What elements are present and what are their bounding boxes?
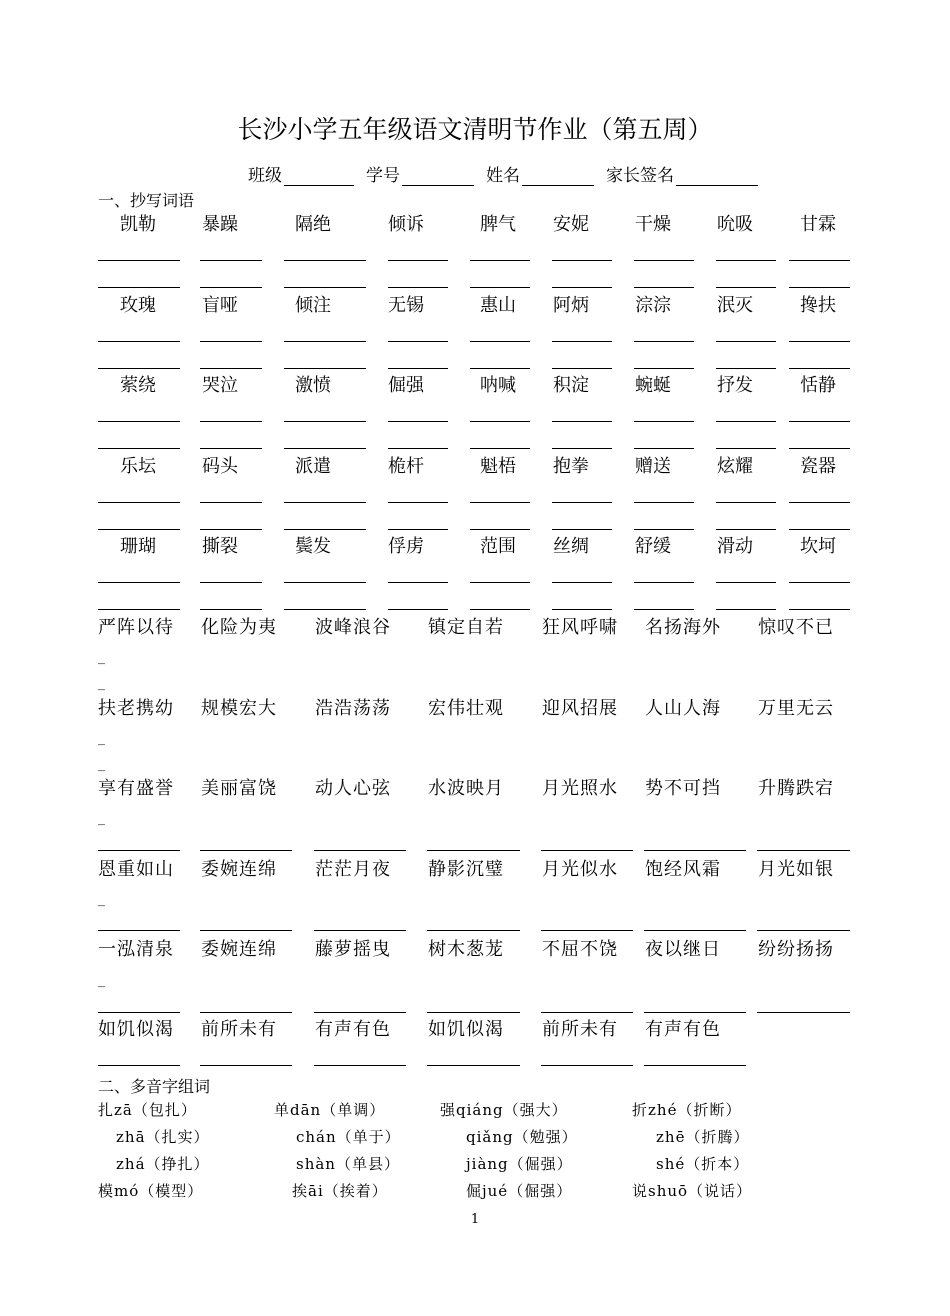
write-line[interactable] (552, 287, 612, 288)
write-line[interactable] (388, 609, 448, 610)
write-line[interactable] (427, 1065, 520, 1066)
write-line[interactable] (388, 341, 448, 342)
write-line[interactable] (789, 448, 850, 449)
polyphone-entry: shàn（单县） (296, 1155, 400, 1173)
write-line[interactable] (427, 930, 520, 931)
vocab-word: 瓷器 (800, 456, 836, 477)
polyphone-entry: 单dān（单调） (274, 1101, 386, 1119)
class-label: 班级 (248, 166, 282, 186)
idiom-word: 委婉连绵 (201, 939, 277, 960)
write-line[interactable] (388, 502, 448, 503)
write-line[interactable] (789, 368, 850, 369)
write-line[interactable] (200, 260, 262, 261)
line-break-mark: _ (98, 810, 105, 826)
write-line[interactable] (470, 502, 530, 503)
vocab-word: 无锡 (388, 295, 424, 316)
write-line[interactable] (98, 368, 180, 369)
section1-heading: 一、抄写词语 (98, 191, 195, 210)
vocab-word: 坎坷 (800, 536, 836, 557)
name-label: 姓名 (486, 166, 520, 186)
write-line[interactable] (200, 421, 262, 422)
idiom-word: 藤萝摇曳 (315, 939, 391, 960)
write-line[interactable] (716, 421, 776, 422)
idiom-word: 人山人海 (645, 698, 721, 719)
name-blank[interactable] (522, 165, 594, 186)
vocab-word: 玫瑰 (120, 295, 156, 316)
name-field (486, 160, 594, 186)
write-line[interactable] (644, 1065, 746, 1066)
write-line[interactable] (470, 260, 530, 261)
vocab-word: 丝绸 (553, 536, 589, 557)
vocab-word: 桅杆 (388, 456, 424, 477)
student-number-field (366, 160, 474, 186)
write-line[interactable] (200, 502, 262, 503)
vocab-word: 脾气 (480, 214, 516, 235)
vocab-word: 凯勒 (120, 214, 156, 235)
vocab-word: 珊瑚 (120, 536, 156, 557)
write-line[interactable] (634, 421, 694, 422)
write-line[interactable] (200, 368, 262, 369)
vocab-word: 倔强 (388, 375, 424, 396)
write-line[interactable] (716, 609, 776, 610)
write-line[interactable] (200, 930, 292, 931)
vocab-word: 干燥 (635, 214, 671, 235)
write-line[interactable] (388, 448, 448, 449)
polyphone-entry: zhá（挣扎） (116, 1155, 210, 1173)
write-line[interactable] (98, 1065, 180, 1066)
polyphone-entry: 折zhé（折断） (632, 1101, 742, 1119)
write-line[interactable] (200, 529, 262, 530)
idiom-word: 恩重如山 (98, 859, 174, 880)
write-line[interactable] (644, 1012, 746, 1013)
vocab-word: 舒缓 (635, 536, 671, 557)
write-line[interactable] (284, 448, 366, 449)
vocab-word: 泯灭 (717, 295, 753, 316)
vocab-word: 倾诉 (388, 214, 424, 235)
write-line[interactable] (200, 1065, 292, 1066)
write-line[interactable] (98, 502, 180, 503)
polyphone-entry: zhē（折腾） (656, 1128, 750, 1146)
idiom-word: 水波映月 (428, 778, 504, 799)
parent-signature-blank[interactable] (676, 165, 758, 186)
vocab-word: 哭泣 (202, 375, 238, 396)
idiom-word: 美丽富饶 (201, 778, 277, 799)
vocab-word: 滑动 (717, 536, 753, 557)
vocab-word: 萦绕 (120, 375, 156, 396)
class-field (248, 160, 354, 186)
vocab-word: 甘霖 (800, 214, 836, 235)
vocab-word: 码头 (202, 456, 238, 477)
idiom-word: 前所未有 (201, 1019, 277, 1040)
write-line[interactable] (470, 341, 530, 342)
idiom-word: 浩浩荡荡 (315, 698, 391, 719)
write-line[interactable] (644, 850, 746, 851)
write-line[interactable] (427, 1012, 520, 1013)
write-line[interactable] (284, 502, 366, 503)
write-line[interactable] (552, 368, 612, 369)
write-line[interactable] (200, 1012, 292, 1013)
write-line[interactable] (284, 341, 366, 342)
write-line[interactable] (98, 448, 180, 449)
write-line[interactable] (284, 421, 366, 422)
idiom-word: 如饥似渴 (428, 1019, 504, 1040)
vocab-word: 暴躁 (202, 214, 238, 235)
write-line[interactable] (314, 1012, 406, 1013)
write-line[interactable] (634, 582, 694, 583)
write-line[interactable] (98, 930, 180, 931)
parent-signature-label: 家长签名 (606, 166, 674, 186)
write-line[interactable] (470, 448, 530, 449)
polyphone-entry: 倔jué（倔强） (466, 1182, 573, 1200)
write-line[interactable] (98, 421, 180, 422)
parent-signature-field (606, 160, 758, 186)
page-title: 长沙小学五年级语文清明节作业（第五周） (237, 115, 713, 144)
write-line[interactable] (552, 582, 612, 583)
idiom-word: 树木葱茏 (428, 939, 504, 960)
idiom-word: 纷纷扬扬 (758, 939, 834, 960)
write-line[interactable] (634, 502, 694, 503)
write-line[interactable] (388, 368, 448, 369)
vocab-word: 盲哑 (202, 295, 238, 316)
write-line[interactable] (552, 529, 612, 530)
idiom-word: 惊叹不已 (758, 617, 834, 638)
write-line[interactable] (634, 529, 694, 530)
write-line[interactable] (634, 448, 694, 449)
idiom-word: 委婉连绵 (201, 859, 277, 880)
write-line[interactable] (789, 502, 850, 503)
vocab-word: 恬静 (800, 375, 836, 396)
idiom-word: 茫茫月夜 (315, 859, 391, 880)
line-break-mark: _ (98, 649, 105, 665)
write-line[interactable] (284, 529, 366, 530)
idiom-word: 规模宏大 (201, 698, 277, 719)
write-line[interactable] (789, 341, 850, 342)
vocab-word: 吮吸 (717, 214, 753, 235)
idiom-word: 严阵以待 (98, 617, 174, 638)
write-line[interactable] (634, 341, 694, 342)
write-line[interactable] (716, 529, 776, 530)
write-line[interactable] (634, 287, 694, 288)
write-line[interactable] (314, 1065, 406, 1066)
idiom-word: 有声有色 (315, 1019, 391, 1040)
write-line[interactable] (757, 930, 850, 931)
write-line[interactable] (634, 368, 694, 369)
polyphone-entry: chán（单于） (296, 1128, 401, 1146)
idiom-word: 一泓清泉 (98, 939, 174, 960)
idiom-word: 迎风招展 (542, 698, 618, 719)
idiom-word: 名扬海外 (645, 617, 721, 638)
write-line[interactable] (98, 1012, 180, 1013)
idiom-word: 扶老携幼 (98, 698, 174, 719)
write-line[interactable] (200, 341, 262, 342)
write-line[interactable] (634, 609, 694, 610)
idiom-word: 镇定自若 (428, 617, 504, 638)
write-line[interactable] (541, 1012, 633, 1013)
write-line[interactable] (552, 609, 612, 610)
write-line[interactable] (314, 850, 406, 851)
write-line[interactable] (200, 582, 262, 583)
vocab-word: 呐喊 (480, 375, 516, 396)
vocab-word: 魁梧 (480, 456, 516, 477)
vocab-word: 隔绝 (295, 214, 331, 235)
write-line[interactable] (284, 368, 366, 369)
write-line[interactable] (284, 260, 366, 261)
write-line[interactable] (284, 609, 366, 610)
idiom-word: 化险为夷 (201, 617, 277, 638)
write-line[interactable] (789, 287, 850, 288)
write-line[interactable] (98, 341, 180, 342)
write-line[interactable] (284, 287, 366, 288)
write-line[interactable] (716, 287, 776, 288)
section2-heading: 二、多音字组词 (98, 1077, 211, 1096)
write-line[interactable] (98, 260, 180, 261)
write-line[interactable] (716, 582, 776, 583)
polyphone-entry: qiǎng（勉强） (466, 1128, 578, 1146)
write-line[interactable] (716, 341, 776, 342)
write-line[interactable] (552, 502, 612, 503)
write-line[interactable] (427, 850, 520, 851)
line-break-mark: _ (98, 730, 105, 746)
idiom-word: 万里无云 (758, 698, 834, 719)
vocab-word: 乐坛 (120, 456, 156, 477)
write-line[interactable] (388, 582, 448, 583)
vocab-word: 抒发 (717, 375, 753, 396)
write-line[interactable] (470, 582, 530, 583)
vocab-word: 派遣 (295, 456, 331, 477)
write-line[interactable] (789, 529, 850, 530)
vocab-word: 炫耀 (717, 456, 753, 477)
write-line[interactable] (789, 582, 850, 583)
polyphone-entry: jiàng（倔强） (466, 1155, 573, 1173)
write-line[interactable] (98, 529, 180, 530)
polyphone-entry: 扎zā（包扎） (98, 1101, 197, 1119)
write-line[interactable] (789, 260, 850, 261)
vocab-word: 俘虏 (388, 536, 424, 557)
write-line[interactable] (541, 850, 633, 851)
write-line[interactable] (644, 930, 746, 931)
vocab-word: 阿炳 (553, 295, 589, 316)
write-line[interactable] (552, 421, 612, 422)
line-break-mark: _ (98, 972, 105, 988)
polyphone-entry: zhā（扎实） (116, 1128, 210, 1146)
idiom-word: 不屈不饶 (542, 939, 618, 960)
write-line[interactable] (716, 502, 776, 503)
polyphone-entry: 模mó（模型） (98, 1182, 204, 1200)
vocab-word: 惠山 (480, 295, 516, 316)
vocab-word: 鬓发 (295, 536, 331, 557)
write-line[interactable] (200, 448, 262, 449)
write-line[interactable] (388, 287, 448, 288)
idiom-word: 有声有色 (645, 1019, 721, 1040)
idiom-word: 月光如银 (758, 859, 834, 880)
vocab-word: 范围 (480, 536, 516, 557)
line-break-mark: _ (98, 675, 105, 691)
vocab-word: 蜿蜒 (635, 375, 671, 396)
idiom-word: 月光似水 (542, 859, 618, 880)
idiom-word: 宏伟壮观 (428, 698, 504, 719)
idiom-word: 月光照水 (542, 778, 618, 799)
write-line[interactable] (470, 287, 530, 288)
vocab-word: 淙淙 (635, 295, 671, 316)
write-line[interactable] (200, 287, 262, 288)
idiom-word: 升腾跌宕 (758, 778, 834, 799)
write-line[interactable] (789, 421, 850, 422)
write-line[interactable] (200, 850, 292, 851)
polyphone-entry: shé（折本） (656, 1155, 750, 1173)
idiom-word: 如饥似渴 (98, 1019, 174, 1040)
write-line[interactable] (716, 260, 776, 261)
page-number: 1 (470, 1212, 480, 1227)
write-line[interactable] (470, 609, 530, 610)
write-line[interactable] (98, 609, 180, 610)
write-line[interactable] (634, 260, 694, 261)
vocab-word: 抱拳 (553, 456, 589, 477)
idiom-word: 动人心弦 (315, 778, 391, 799)
idiom-word: 势不可挡 (645, 778, 721, 799)
idiom-word: 夜以继日 (645, 939, 721, 960)
write-line[interactable] (541, 1065, 633, 1066)
idiom-word: 前所未有 (542, 1019, 618, 1040)
write-line[interactable] (789, 609, 850, 610)
vocab-word: 赠送 (635, 456, 671, 477)
idiom-word: 狂风呼啸 (542, 617, 618, 638)
write-line[interactable] (388, 260, 448, 261)
write-line[interactable] (470, 529, 530, 530)
write-line[interactable] (470, 421, 530, 422)
student-number-blank[interactable] (402, 165, 474, 186)
write-line[interactable] (552, 260, 612, 261)
line-break-mark: _ (98, 756, 105, 772)
write-line[interactable] (284, 582, 366, 583)
write-line[interactable] (314, 930, 406, 931)
write-line[interactable] (470, 368, 530, 369)
polyphone-entry: 说shuō（说话） (632, 1182, 753, 1200)
student-number-label: 学号 (366, 166, 400, 186)
write-line[interactable] (757, 850, 850, 851)
idiom-word: 享有盛誉 (98, 778, 174, 799)
write-line[interactable] (757, 1012, 850, 1013)
polyphone-entry: 强qiáng（强大） (440, 1101, 568, 1119)
write-line[interactable] (541, 930, 633, 931)
vocab-word: 积淀 (553, 375, 589, 396)
write-line[interactable] (200, 609, 262, 610)
vocab-word: 撕裂 (202, 536, 238, 557)
write-line[interactable] (98, 582, 180, 583)
student-info-line (248, 160, 770, 186)
write-line[interactable] (98, 287, 180, 288)
class-blank[interactable] (284, 165, 354, 186)
vocab-word: 搀扶 (800, 295, 836, 316)
vocab-word: 激愤 (295, 375, 331, 396)
line-break-mark: _ (98, 891, 105, 907)
write-line[interactable] (716, 448, 776, 449)
write-line[interactable] (716, 368, 776, 369)
write-line[interactable] (552, 448, 612, 449)
polyphone-entry: 挨āi（挨着） (292, 1182, 388, 1200)
write-line[interactable] (388, 421, 448, 422)
vocab-word: 安妮 (553, 214, 589, 235)
write-line[interactable] (552, 341, 612, 342)
write-line[interactable] (388, 529, 448, 530)
write-line[interactable] (98, 850, 180, 851)
idiom-word: 饱经风霜 (645, 859, 721, 880)
idiom-word: 波峰浪谷 (315, 617, 391, 638)
idiom-word: 静影沉璧 (428, 859, 504, 880)
vocab-word: 倾注 (295, 295, 331, 316)
